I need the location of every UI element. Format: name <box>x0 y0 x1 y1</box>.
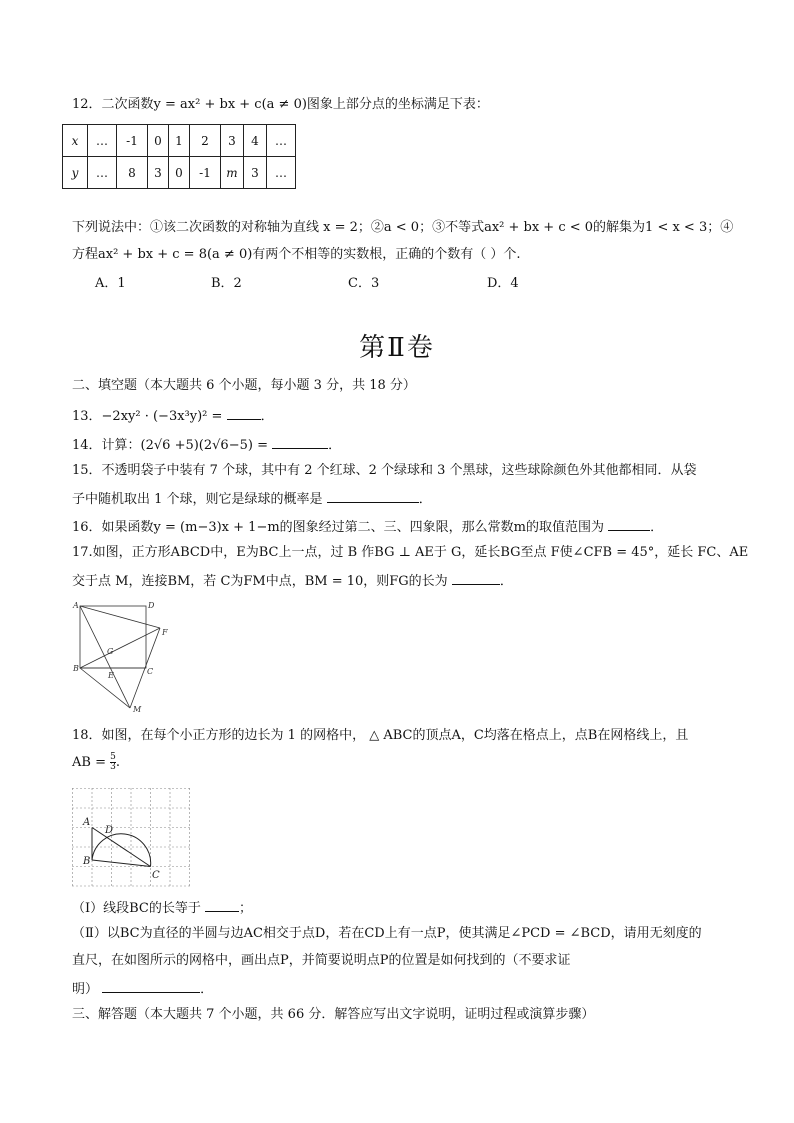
table-cell: y <box>63 157 88 189</box>
table-cell: -1 <box>190 157 221 189</box>
q18-part2-line1: （Ⅱ）以BC为直径的半圆与边AC相交于点D，若在CD上有一点P，使其满足∠PCD = ∠BCD，请用无刻度的 <box>72 926 702 941</box>
q12-statements-line1: 下列说法中：①该二次函数的对称轴为直线 x = 2；②a < 0；③不等式ax² + bx + c < 0的解集为1 < x < 3；④ <box>72 220 734 235</box>
q15-line1: 15．不透明袋子中装有 7 个球，其中有 2 个红球、2 个绿球和 3 个黑球，这些球除颜色外其他都相同．从袋 <box>72 463 697 478</box>
table-cell: 2 <box>190 125 221 157</box>
table-cell: 3 <box>221 125 244 157</box>
q17-geometry-figure <box>70 598 180 716</box>
answer-blank <box>272 434 328 449</box>
option-a: A．1 <box>95 276 126 291</box>
fig18-label-a: A <box>83 817 91 828</box>
table-cell: … <box>88 125 117 157</box>
q18-part2-line2: 直尺，在如图所示的网格中，画出点P，并简要说明点P的位置是如何找到的（不要求证 <box>72 953 571 968</box>
fraction <box>110 753 116 772</box>
fig17-label-d: D <box>148 601 155 610</box>
option-d: D．4 <box>487 276 519 291</box>
q17-line2: 交于点 M，连接BM，若 C为FM中点，BM = 10，则FG的长为 ． <box>72 570 513 592</box>
q12-statements-line2: 方程ax² + bx + c = 8(a ≠ 0)有两个不相等的实数根，正确的个数有（ ）个. <box>72 247 521 262</box>
table-cell: 3 <box>244 157 267 189</box>
table-row-y <box>63 157 296 189</box>
fig17-label-e: E <box>108 671 114 680</box>
answer-blank <box>102 978 200 993</box>
answer-blank <box>608 516 650 531</box>
q16-text: 16．如果函数y = (m−3)x + 1−m的图象经过第二、三、四象限，那么常数m的取值范围为 <box>72 520 604 535</box>
q18-grid-figure <box>72 788 194 888</box>
fig17-label-g: G <box>107 647 114 656</box>
table-cell: 0 <box>148 125 169 157</box>
fig18-label-b: B <box>83 856 91 867</box>
option-b: B．2 <box>211 276 242 291</box>
q18-part1: （Ⅰ）线段BC的长等于 ； <box>72 897 252 919</box>
answer-blank <box>227 405 261 420</box>
q18-part1-text: （Ⅰ）线段BC的长等于 <box>72 901 201 916</box>
q15-line2: 子中随机取出 1 个球，则它是绿球的概率是 ． <box>72 488 432 510</box>
table-cell: -1 <box>117 125 148 157</box>
q12-stem: 12．二次函数y = ax² + bx + c(a ≠ 0)图象上部分点的坐标满足下表： <box>72 97 489 112</box>
answer-blank <box>327 488 419 503</box>
answer-blank <box>452 570 500 585</box>
table-cell: … <box>267 157 296 189</box>
q17-text: 交于点 M，连接BM，若 C为FM中点，BM = 10，则FG的长为 <box>72 574 448 589</box>
table-cell: … <box>88 157 117 189</box>
q18-line1: 18．如图，在每个小正方形的边长为 1 的网格中， △ ABC的顶点A，C均落在格点上，点B在网格线上，且 <box>72 728 689 743</box>
fig17-label-f: F <box>162 628 168 637</box>
fig17-label-b: B <box>73 664 79 673</box>
section-title: 第Ⅱ卷 <box>359 333 435 363</box>
q18-part2-text: 明） <box>72 982 99 997</box>
q15-text: 子中随机取出 1 个球，则它是绿球的概率是 <box>72 492 323 507</box>
q14-text: 14．计算：(2√6 +5)(2√6−5) = <box>72 438 268 453</box>
table-cell: 1 <box>169 125 190 157</box>
fig18-label-d: D <box>105 825 114 836</box>
fraction-numerator: 5 <box>110 752 116 762</box>
fig17-label-a: A <box>73 601 79 610</box>
fig17-label-c: C <box>147 667 154 676</box>
table-cell: … <box>267 125 296 157</box>
table-cell: 4 <box>244 125 267 157</box>
q13-text: 13．−2xy² · (−3x³y)² = <box>72 409 223 424</box>
table-cell: x <box>63 125 88 157</box>
q18-part2-line3: 明） ． <box>72 978 213 1000</box>
q17-line1: 17.如图，正方形ABCD中，E为BC上一点，过 B 作BG ⊥ AE于 G，延长BG至点 F使∠CFB = 45°，延长 FC、AE <box>72 545 749 560</box>
table-cell: 8 <box>117 157 148 189</box>
fig18-label-c: C <box>152 870 160 881</box>
option-c: C．3 <box>348 276 380 291</box>
q18-line2: AB = $\frac{5}{3}$ . <box>72 752 120 772</box>
fill-blank-heading: 二、填空题（本大题共 6 个小题，每小题 3 分，共 18 分） <box>72 378 416 393</box>
q12-value-table <box>62 124 296 189</box>
table-row-x <box>63 125 296 157</box>
fig17-label-m: M <box>133 705 142 714</box>
q14: 14．计算：(2√6 +5)(2√6−5) = ． <box>72 434 341 456</box>
table-cell: 0 <box>169 157 190 189</box>
fraction-denominator: 3 <box>110 762 116 772</box>
solve-heading: 三、解答题（本大题共 7 个小题，共 66 分．解答应写出文字说明，证明过程或演算步骤） <box>72 1007 595 1022</box>
table-cell: 3 <box>148 157 169 189</box>
q16: 16．如果函数y = (m−3)x + 1−m的图象经过第二、三、四象限，那么常数m的取值范围为 ． <box>72 516 663 538</box>
answer-blank <box>205 897 239 912</box>
q18-ab-label: AB = <box>72 755 106 770</box>
table-cell: m <box>221 157 244 189</box>
q13: 13．−2xy² · (−3x³y)² = ． <box>72 405 274 427</box>
